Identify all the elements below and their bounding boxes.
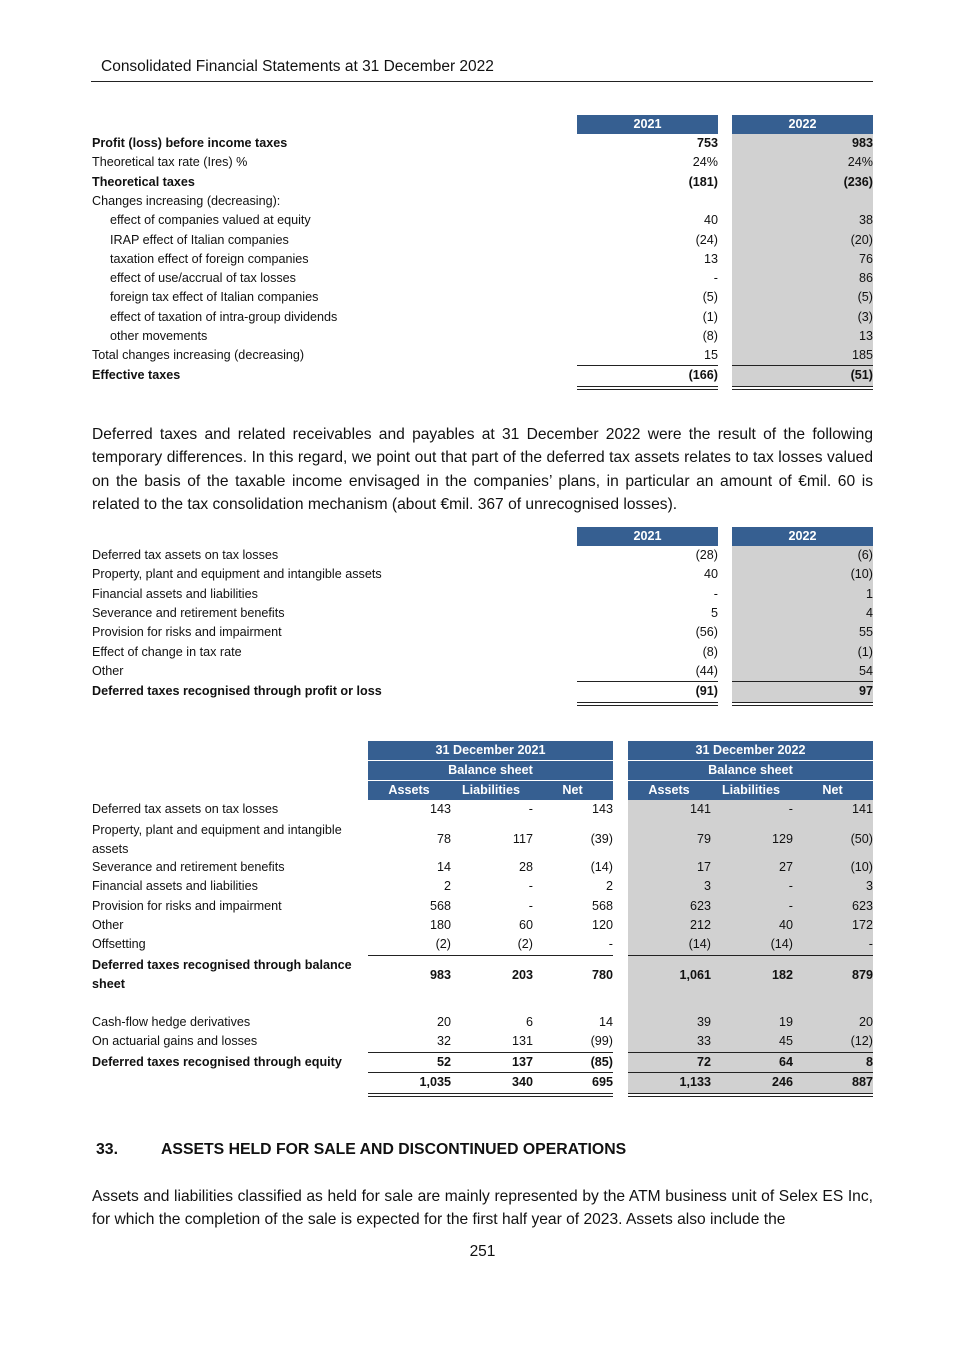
value-2021: 13 xyxy=(703,251,718,266)
row-label: Offsetting xyxy=(92,937,146,952)
liabilities-2021: 6 xyxy=(525,1015,533,1029)
table-row xyxy=(92,546,873,565)
table-row xyxy=(92,366,873,385)
net-2021: 695 xyxy=(591,1074,613,1089)
row-label: Deferred taxes recognised through equity xyxy=(92,1054,342,1069)
table-row xyxy=(92,585,873,604)
row-label: Total changes increasing (decreasing) xyxy=(92,348,305,363)
row-label: Deferred tax assets on tax losses xyxy=(92,802,279,816)
total-double-rule xyxy=(577,702,718,703)
column-header-row-2022 xyxy=(628,781,873,800)
table-row xyxy=(92,1053,873,1072)
assets-2021: 2 xyxy=(443,879,451,894)
table-row xyxy=(92,231,873,250)
assets-2021: 180 xyxy=(429,917,451,932)
value-2022: 4 xyxy=(865,605,873,620)
assets-2022: 623 xyxy=(689,898,711,913)
assets-2022: 17 xyxy=(696,860,711,874)
total-double-rule xyxy=(577,705,718,706)
net-2021: 568 xyxy=(591,898,613,913)
body-paragraph: Assets and liabilities classified as held for sale are mainly represented by the ATM business unit of Selex ES Inc, for which the completion of the sale is expected for the first half year of 2023. Assets also include the xyxy=(92,1188,873,1229)
table-row xyxy=(92,269,873,288)
table-row xyxy=(92,682,873,701)
liabilities-2021: - xyxy=(528,879,533,894)
liabilities-2022: (14) xyxy=(770,937,793,952)
value-2021: 24% xyxy=(692,155,718,170)
total-double-rule xyxy=(732,386,873,387)
value-2022: (3) xyxy=(857,309,873,324)
section-number: 33. xyxy=(96,1141,118,1158)
net-2022: 8 xyxy=(865,1054,873,1069)
value-2022: 185 xyxy=(851,348,873,363)
net-2022: 20 xyxy=(858,1015,873,1029)
row-label: effect of companies valued at equity xyxy=(110,213,311,228)
net-2021: (14) xyxy=(590,860,613,874)
value-2021: (91) xyxy=(695,684,718,698)
row-label: Theoretical tax rate (Ires) % xyxy=(92,155,248,170)
row-label: Property, plant and equipment and intangible assets xyxy=(92,823,342,856)
value-2022: 983 xyxy=(851,136,873,150)
net-2022: (50) xyxy=(850,832,873,846)
value-2021: - xyxy=(713,586,718,601)
row-label: other movements xyxy=(110,329,208,343)
row-label: Profit (loss) before income taxes xyxy=(92,136,288,150)
liabilities-2022: 19 xyxy=(778,1015,793,1029)
value-2022: 1 xyxy=(865,586,873,601)
row-label: Other xyxy=(92,663,124,678)
row-label: Effective taxes xyxy=(92,368,181,382)
table-row xyxy=(92,250,873,269)
liabilities-2021: 137 xyxy=(511,1054,533,1069)
column-header-2022: 2022 xyxy=(732,527,873,546)
liabilities-2021: 203 xyxy=(511,968,533,982)
assets-2021: 143 xyxy=(429,802,451,816)
table-row xyxy=(92,604,873,623)
liabilities-2022: - xyxy=(788,879,793,894)
value-2021: (44) xyxy=(695,663,718,678)
net-2022: (10) xyxy=(850,860,873,874)
net-2022: 879 xyxy=(851,968,873,982)
net-2021: 14 xyxy=(598,1015,613,1029)
row-label: effect of taxation of intra-group dividends xyxy=(110,309,338,324)
value-2021: (24) xyxy=(695,232,718,247)
value-2021: (56) xyxy=(695,625,718,640)
balance-sheet-header-2022: Balance sheet xyxy=(628,761,873,780)
table-row xyxy=(92,1073,873,1092)
table-row xyxy=(92,935,873,954)
assets-2022: 1,061 xyxy=(679,968,711,982)
net-2022: 172 xyxy=(851,917,873,932)
value-2022: 86 xyxy=(858,271,873,286)
page-number: 251 xyxy=(469,1243,496,1260)
assets-2021: 78 xyxy=(436,832,451,846)
value-2021: - xyxy=(713,271,718,286)
row-label: Deferred taxes recognised through balance sheet xyxy=(92,958,352,991)
net-2022: 3 xyxy=(865,879,873,894)
row-label: Provision for risks and impairment xyxy=(92,898,282,913)
liabilities-2022: 64 xyxy=(778,1054,793,1069)
page-header-title: Consolidated Financial Statements at 31 December 2022 xyxy=(101,58,494,75)
table-row xyxy=(92,153,873,172)
table-row xyxy=(92,897,873,916)
value-2021: 5 xyxy=(710,605,718,620)
assets-2022: 1,133 xyxy=(679,1074,711,1089)
table-row xyxy=(92,820,873,858)
total-double-rule xyxy=(577,386,718,387)
value-2021: (181) xyxy=(688,174,718,189)
table-row xyxy=(92,327,873,346)
total-double-rule xyxy=(628,1096,873,1097)
table-row xyxy=(92,800,873,819)
period-header-2022: 31 December 2022 xyxy=(628,741,873,760)
liabilities-2022: - xyxy=(788,802,793,816)
column-header-assets: Assets xyxy=(388,783,430,797)
value-2022: (20) xyxy=(850,232,873,247)
liabilities-2021: 340 xyxy=(511,1074,533,1089)
value-2021: 15 xyxy=(703,348,718,363)
value-2022: (6) xyxy=(857,548,873,562)
value-2022: 76 xyxy=(858,251,873,266)
row-label: Provision for risks and impairment xyxy=(92,625,282,640)
net-2021: 143 xyxy=(591,802,613,816)
value-2022: (5) xyxy=(857,290,873,305)
column-header-2021: 2021 xyxy=(577,115,718,134)
value-2022: (10) xyxy=(850,567,873,582)
column-header-net: Net xyxy=(562,783,583,797)
header-divider xyxy=(91,81,873,82)
assets-2021: 32 xyxy=(436,1034,451,1049)
assets-2022: 33 xyxy=(696,1034,711,1049)
net-2022: 623 xyxy=(851,898,873,913)
table-row xyxy=(92,956,873,994)
column-header-assets: Assets xyxy=(648,783,690,797)
liabilities-2021: 60 xyxy=(518,917,533,932)
net-2021: (99) xyxy=(590,1034,613,1049)
body-paragraph: Deferred taxes and related receivables and payables at 31 December 2022 were the result of the following temporary differences. In this regard, we point out that part of the deferred tax assets relates to tax losses valued on the basis of the taxable income envisaged in the companies’ plans, in particular an amount of €mil. 60 is related to the tax consolidation mechanism (about €mil. 367 of unrecognised losses). xyxy=(92,426,873,513)
liabilities-2021: (2) xyxy=(517,937,533,952)
assets-2021: 983 xyxy=(429,968,451,982)
assets-2022: 39 xyxy=(696,1015,711,1029)
table-row xyxy=(92,643,873,662)
value-2022: 38 xyxy=(858,213,873,228)
value-2021: (28) xyxy=(695,548,718,562)
row-label: Financial assets and liabilities xyxy=(92,879,258,894)
net-2022: 887 xyxy=(851,1074,873,1089)
assets-2022: 79 xyxy=(696,832,711,846)
table-row xyxy=(92,346,873,365)
liabilities-2022: 246 xyxy=(771,1074,793,1089)
total-double-rule xyxy=(732,702,873,703)
table-row xyxy=(92,662,873,681)
table-row xyxy=(92,211,873,230)
value-2021: (8) xyxy=(702,329,718,343)
table-row xyxy=(92,565,873,584)
row-label: taxation effect of foreign companies xyxy=(110,251,309,266)
assets-2021: 52 xyxy=(436,1054,451,1069)
total-double-rule xyxy=(577,389,718,390)
value-2021: 40 xyxy=(703,213,718,228)
value-2021: (166) xyxy=(688,368,718,382)
row-label: Effect of change in tax rate xyxy=(92,644,242,659)
liabilities-2021: 28 xyxy=(518,860,533,874)
liabilities-2021: - xyxy=(528,802,533,816)
column-header-2022: 2022 xyxy=(732,115,873,134)
value-2022: 97 xyxy=(858,684,873,698)
assets-2022: 3 xyxy=(703,879,711,894)
table-row xyxy=(92,858,873,877)
liabilities-2022: 27 xyxy=(778,860,793,874)
value-2022: (51) xyxy=(850,368,873,382)
assets-2021: (2) xyxy=(435,937,451,952)
value-2022: 55 xyxy=(858,625,873,640)
row-label: On actuarial gains and losses xyxy=(92,1034,258,1049)
row-label: Severance and retirement benefits xyxy=(92,860,285,874)
net-2021: 2 xyxy=(605,879,613,894)
row-label: Severance and retirement benefits xyxy=(92,605,285,620)
table-row xyxy=(92,192,873,211)
assets-2022: (14) xyxy=(688,937,711,952)
column-header-2021: 2021 xyxy=(577,527,718,546)
value-2021: (8) xyxy=(702,644,718,659)
assets-2021: 14 xyxy=(436,860,451,874)
liabilities-2021: - xyxy=(528,898,533,913)
net-2021: (39) xyxy=(590,832,613,846)
table-row xyxy=(92,1013,873,1032)
table-row xyxy=(92,916,873,935)
row-label: Deferred taxes recognised through profit or loss xyxy=(92,684,382,698)
total-double-rule xyxy=(368,1093,613,1094)
assets-2022: 141 xyxy=(689,802,711,816)
assets-2022: 212 xyxy=(689,917,711,932)
row-label: foreign tax effect of Italian companies xyxy=(110,290,319,305)
row-label: Deferred tax assets on tax losses xyxy=(92,548,279,562)
value-2021: 40 xyxy=(703,567,718,582)
table-row xyxy=(92,877,873,896)
table-row xyxy=(92,288,873,307)
table-row xyxy=(92,308,873,327)
liabilities-2022: 45 xyxy=(778,1034,793,1049)
total-double-rule xyxy=(732,705,873,706)
value-2021: 753 xyxy=(696,136,718,150)
liabilities-2022: 129 xyxy=(771,832,793,846)
assets-2021: 1,035 xyxy=(419,1074,451,1089)
value-2022: 24% xyxy=(847,155,873,170)
value-2021: (1) xyxy=(702,309,718,324)
table-row xyxy=(92,1032,873,1051)
liabilities-2021: 131 xyxy=(511,1034,533,1049)
net-2021: 120 xyxy=(591,917,613,932)
value-2022: 13 xyxy=(858,329,873,343)
value-2021: (5) xyxy=(702,290,718,305)
table-row xyxy=(92,134,873,153)
net-2022: (12) xyxy=(850,1034,873,1049)
liabilities-2022: - xyxy=(788,898,793,913)
table-row xyxy=(92,173,873,192)
total-double-rule xyxy=(732,389,873,390)
column-header-liabilities: Liabilities xyxy=(721,783,781,797)
net-2022: - xyxy=(868,937,873,952)
liabilities-2022: 182 xyxy=(771,968,793,982)
row-label: Cash-flow hedge derivatives xyxy=(92,1015,251,1029)
assets-2022: 72 xyxy=(696,1054,711,1069)
value-2022: (236) xyxy=(843,174,873,189)
total-double-rule xyxy=(628,1093,873,1094)
row-label: Changes increasing (decreasing): xyxy=(92,193,281,208)
value-2022: 54 xyxy=(858,663,873,678)
assets-2021: 568 xyxy=(429,898,451,913)
assets-2021: 20 xyxy=(436,1015,451,1029)
value-2022: (1) xyxy=(857,644,873,659)
net-2021: (85) xyxy=(590,1054,613,1069)
row-label: Theoretical taxes xyxy=(92,174,195,189)
column-header-row-2021 xyxy=(368,781,613,800)
table-row xyxy=(92,623,873,642)
net-2021: 780 xyxy=(591,968,613,982)
balance-sheet-header-2021: Balance sheet xyxy=(368,761,613,780)
column-header-net: Net xyxy=(822,783,843,797)
liabilities-2022: 40 xyxy=(778,917,793,932)
total-double-rule xyxy=(368,1096,613,1097)
row-label: effect of use/accrual of tax losses xyxy=(110,271,296,286)
net-2022: 141 xyxy=(851,802,873,816)
row-label: Property, plant and equipment and intangible assets xyxy=(92,567,382,582)
row-label: Other xyxy=(92,917,124,932)
period-header-2021: 31 December 2021 xyxy=(368,741,613,760)
net-2021: - xyxy=(608,937,613,952)
liabilities-2021: 117 xyxy=(512,832,533,846)
section-title: ASSETS HELD FOR SALE AND DISCONTINUED OPERATIONS xyxy=(161,1141,627,1158)
row-label: IRAP effect of Italian companies xyxy=(110,232,289,247)
column-header-liabilities: Liabilities xyxy=(461,783,521,797)
row-label: Financial assets and liabilities xyxy=(92,586,258,601)
